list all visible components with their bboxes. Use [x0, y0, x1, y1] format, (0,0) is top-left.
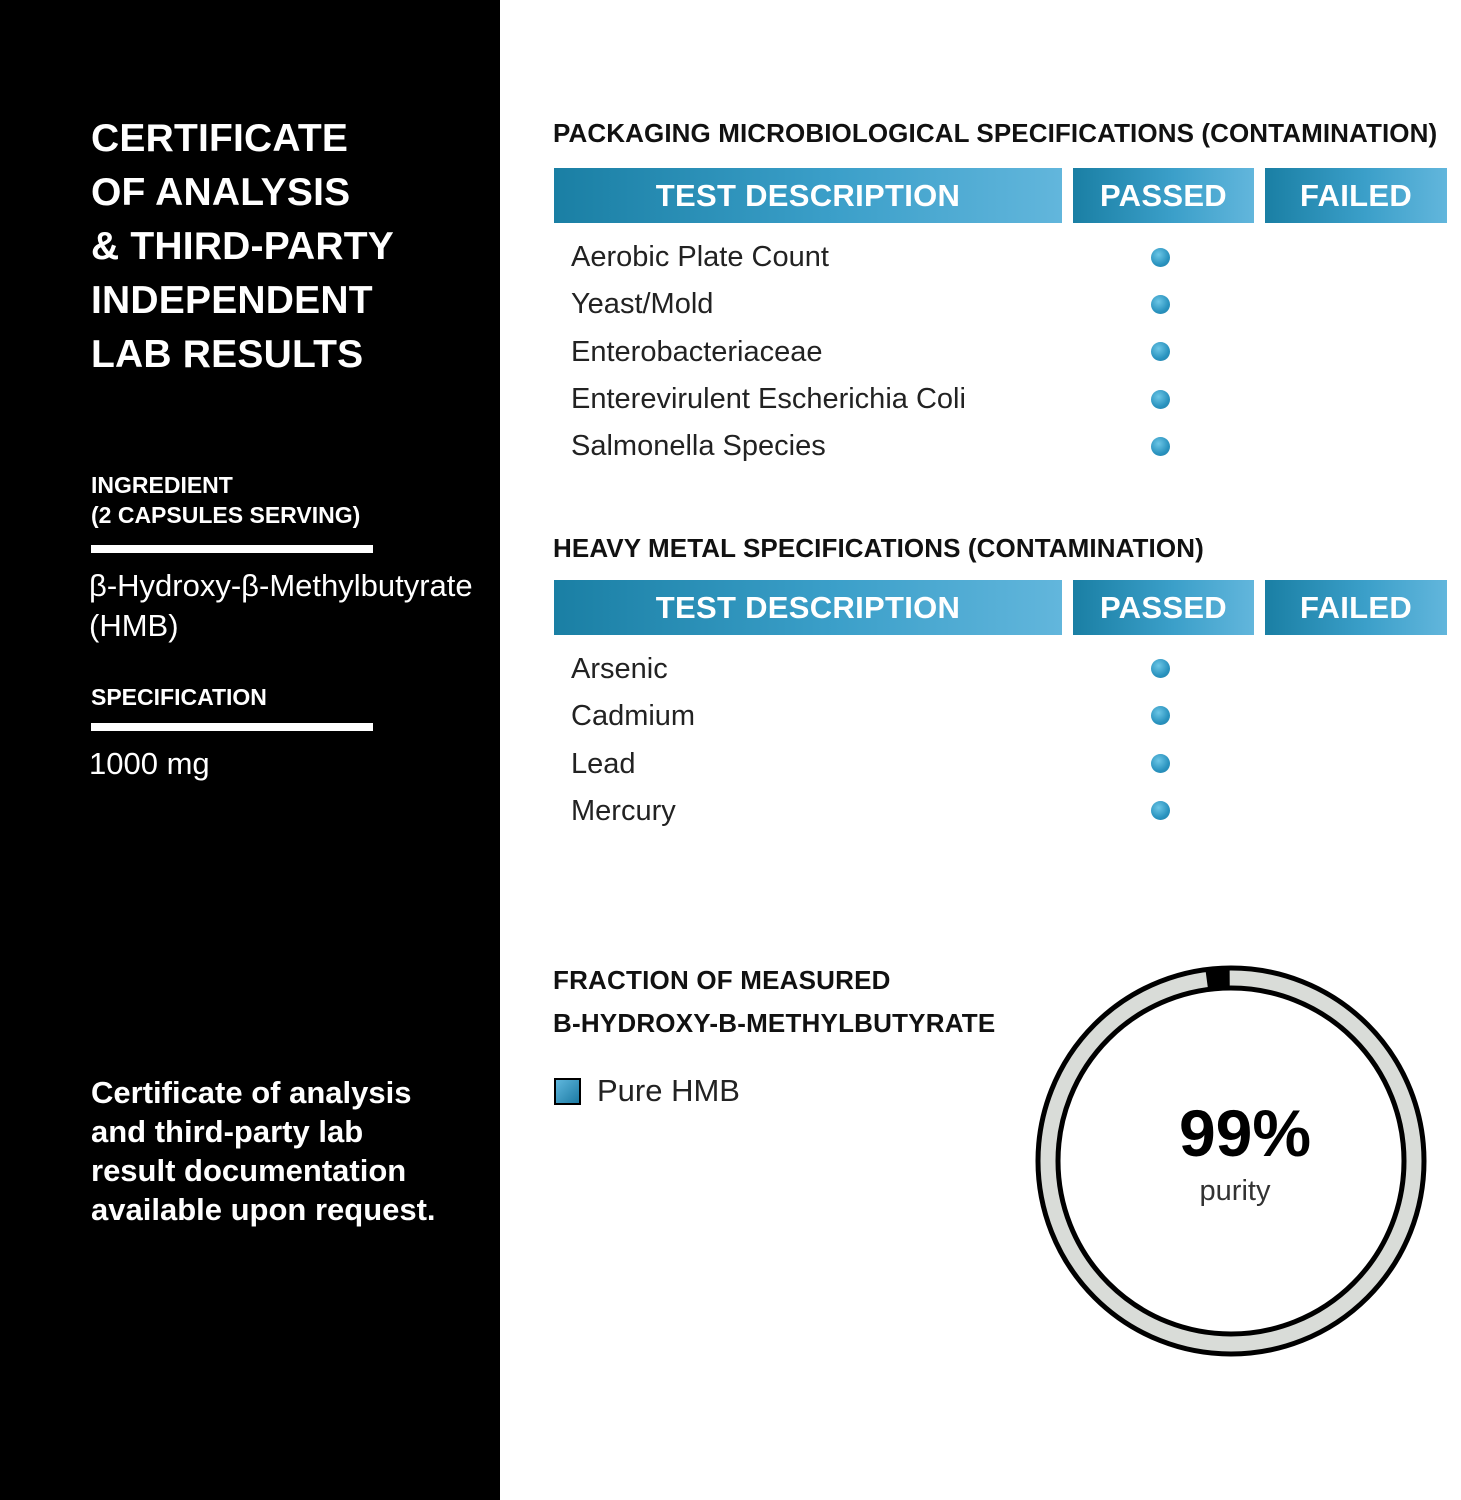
availability-note: Certificate of analysis and third-party lab result documentation available upon request. — [91, 1075, 436, 1227]
metals-row-label: Lead — [571, 748, 636, 780]
ingredient-value-line2: (HMB) — [89, 608, 179, 643]
purity-percent: 99% — [1178, 1096, 1312, 1170]
legend-label: Pure HMB — [597, 1073, 740, 1108]
title-line: LAB RESULTS — [91, 333, 364, 376]
micro-row-label: Enterobacteriaceae — [571, 336, 823, 368]
fraction-title-line2: B-HYDROXY-B-METHYLBUTYRATE — [553, 1008, 996, 1038]
micro-section-title: PACKAGING MICROBIOLOGICAL SPECIFICATIONS (CONTAMINATION) — [553, 118, 1438, 148]
ingredient-label-line2: (2 CAPSULES SERVING) — [91, 502, 361, 528]
micro-row-label: Yeast/Mold — [571, 288, 714, 320]
metals-header-passed: PASSED — [1073, 580, 1254, 635]
specification-value: 1000 mg — [89, 746, 210, 781]
specification-label: SPECIFICATION — [91, 684, 267, 710]
fraction-title-line1: FRACTION OF MEASURED — [553, 965, 891, 995]
metals-row-label: Arsenic — [571, 653, 668, 685]
micro-row-label: Aerobic Plate Count — [571, 241, 829, 273]
purity-label: purity — [1199, 1175, 1271, 1207]
micro-header-test: TEST DESCRIPTION — [554, 168, 1062, 223]
micro-header-passed: PASSED — [1073, 168, 1254, 223]
ingredient-label-line1: INGREDIENT — [91, 472, 233, 498]
metals-header-test: TEST DESCRIPTION — [554, 580, 1062, 635]
ingredient-value-line1: β-Hydroxy-β-Methylbutyrate — [89, 568, 473, 603]
metals-row-label: Cadmium — [571, 700, 696, 732]
title-line: INDEPENDENT — [91, 279, 373, 322]
micro-row-label: Enterevirulent Escherichia Coli — [571, 383, 966, 415]
micro-header-failed: FAILED — [1265, 168, 1447, 223]
micro-row-label: Salmonella Species — [571, 430, 826, 462]
title-line: OF ANALYSIS — [91, 171, 351, 214]
title-line: & THIRD-PARTY — [91, 225, 395, 268]
metals-header-failed: FAILED — [1265, 580, 1447, 635]
metals-row-label: Mercury — [571, 795, 676, 827]
metals-section-title: HEAVY METAL SPECIFICATIONS (CONTAMINATION) — [553, 533, 1204, 563]
title-line: CERTIFICATE — [91, 117, 349, 160]
